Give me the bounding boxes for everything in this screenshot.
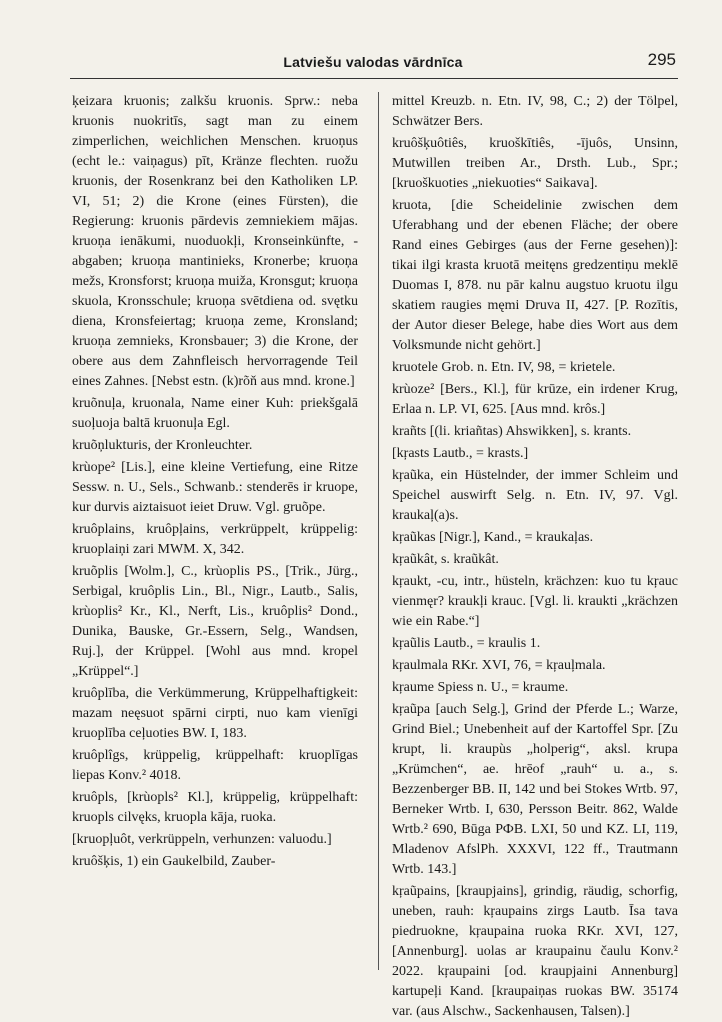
dictionary-entry: [kruopļuôt, verkrüppeln, verhunzen: valuodu.] [72,832,332,847]
dictionary-entry: kruôplains, kruôpļains, verkrüppelt, krüppelig: kruoplaiņi zari MWM. X, 342. [72,522,358,557]
dictionary-entry: kruôšķis, 1) ein Gaukelbild, Zauber- [72,854,276,869]
dictionary-entry: kŗaũlis Lautb., = kraulis 1. [392,636,541,651]
running-title: Latviešu valodas vārdnīca [283,54,463,70]
dictionary-entry: kruôšķuôtiês, kruoškītiês, -ījuôs, Unsinn, Mutwillen treiben Ar., Drsth. Lub., Spr.; [kruoškuoties „niekuoties“ Saikava]. [392,136,678,191]
dictionary-entry: kruôplîgs, krüppelig, krüppelhaft: kruoplīgas liepas Konv.² 4018. [72,748,358,783]
dictionary-entry: kŗaũkât, s. kraũkât. [392,552,499,567]
dictionary-entry: kŗaũka, ein Hüstelnder, der immer Schleim und Speichel auswirft Selg. n. Etn. IV, 97. Vgl. kraukaļ(a)s. [392,468,678,523]
dictionary-entry: kruotele Grob. n. Etn. IV, 98, = krietele. [392,360,616,375]
dictionary-entry: kruôplība, die Verkümmerung, Krüppelhaftigkeit: mazam neęsuot spārni cirpti, nuo kam vienīgi kruoplība ceļuoties BW. I, 183. [72,686,358,741]
dictionary-entry: krùoze² [Bers., Kl.], für krūze, ein irdener Krug, Erlaa n. LP. VI, 625. [Aus mnd. krôs.] [392,382,678,417]
dictionary-entry: kŗaukt, -cu, intr., hüsteln, krächzen: kuo tu kŗauc vienmęr? kraukļi krauc. [Vgl. li. kraukti „krächzen wie ein Rabe.“] [392,574,678,629]
dictionary-entry: kŗaume Spiess n. U., = kraume. [392,680,569,695]
dictionary-entry: kruõnuļa, kruonala, Name einer Kuh: priekšgalā suoļuoja baltā kruonuļa Egl. [72,396,358,431]
dictionary-entry: kŗaũpains, [kraupjains], grindig, räudig, schorfig, uneben, rauh: kŗaupains zirgs Lautb. Īsa tava piedruokne, kŗaupaina ruoka RKr. XVI, 127, [Annenburg]. uolas ar kraupainu čaulu Konv.² 2022. kŗaupaini [od. kraupjaini Annenburg] kartupeļi Kand. [kraupaiņas ruokas BW. 35174 var. (aus Alschw., Sackenhausen, Talsen).] [392,884,678,1019]
dictionary-entry: kruôpls, [krùopls² Kl.], krüppelig, krüppelhaft: kruopls cilvęks, kruopla kāja, ruoka. [72,790,358,825]
dictionary-entry: krùope² [Lis.], eine kleine Vertiefung, eine Ritze Sessw. n. U., Sels., Schwanb.: stenderēs ir kruope, kur durvis aiztaisuot ieiet Druw. Vgl. gruõpe. [72,460,358,515]
left-column [72,92,358,972]
dictionary-entry: kŗaũpa [auch Selg.], Grind der Pferde L.; Warze, Grind Biel.; Unebenheit auf der Kartoffel Spr. [Zu krupt, li. kraupùs „holperig“, aksl. krupa „Krümchen“, ae. hrēof „rauh“ u. a., s. Bezzenberger BB. II, 142 und bei Stokes Wrtb. 97, Berneker Wrtb. I, 630, Persson Beitr. 862, Walde Wrtb.² 690, Būga РФВ. LXI, 50 und KZ. LI, 119, Mladenov AfslPh. XXXVI, 122 ff., Trautmann Wrtb. 143.] [392,702,678,877]
dictionary-entry: kruõņlukturis, der Kronleuchter. [72,438,253,453]
dictionary-entry: kŗaulmala RKr. XVI, 76, = kŗauļmala. [392,658,606,673]
dictionary-entry: ķeizara kruonis; zalkšu kruonis. Sprw.: neba kruonis nuokritīs, sagt man zu einem zimperlichen, weichlichen Menschen. kruoņus (echt le.: vaiņagus) pīt, Kränze flechten. ruožu kruonis, der Rosenkranz bei den Katholiken LP. VI, 51; 2) die Krone (eines Fürsten), die Regierung: kruonis pārdevis zemniekiem mājas. kruoņa ienākumi, nuoduokļi, Kronseinkünfte, -abgaben; kruoņa mantinieks, Kronerbe; kruoņa mežs, Kronsforst; kruoņa muiža, Kronsgut; kruoņa skuola, Kronsschule; kruoņa svētdiena od. svętku diena, Kronsfeiertag; kruoņa zeme, Kronsland; kruoņa zemnieks, Kronsbauer; 3) die Krone, der obere aus dem Zahnfleisch hervorragende Teil eines Zahnes. [Nebst estn. (k)rõň aus mnd. krone.] [72,94,358,389]
dictionary-entry: krañts [(li. kriañtas) Ahswikken], s. krants. [392,424,632,439]
dictionary-entry: kruõplis [Wolm.], C., krùoplis PS., [Trik., Jürg., Serbigal, kruôplis Lin., Bl., Nigr., Lautb., Salis, krùoplis² Kr., Kl., Nerft, Lis., kruôplis² Dond., Dunika, Bauske, Gr.-Essern, Selg., Wandsen, Ruj.], der Krüppel. [Wohl aus mnd. kropel „Krüppel“.] [72,564,358,679]
dictionary-entry: mittel Kreuzb. n. Etn. IV, 98, C.; 2) der Tölpel, Schwätzer Bers. [392,94,678,129]
page-number: 295 [647,50,676,69]
page-header [70,50,676,72]
dictionary-entry: [kŗasts Lautb., = krasts.] [392,446,529,461]
right-column [392,92,678,1019]
dictionary-entry: kŗaũkas [Nigr.], Kand., = kraukaļas. [392,530,594,545]
header-rule [70,78,678,79]
column-divider [378,92,379,970]
dictionary-entry: kruota, [die Scheidelinie zwischen dem Uferabhang und der ebenen Fläche; der obere Rand eines Gebirges (aus der Ferne gesehen)]: tikai ilgi krasta kruotā meitęns gredzentiņu meklē Duomas I, 878. nu pār kalnu augstuo kruotu ilgu skatiem raugies męmi Druva II, 427. [P. Rozītis, der Autor dieser Belege, habe dies Wort aus dem Volksmunde nicht gehört.] [392,198,678,353]
